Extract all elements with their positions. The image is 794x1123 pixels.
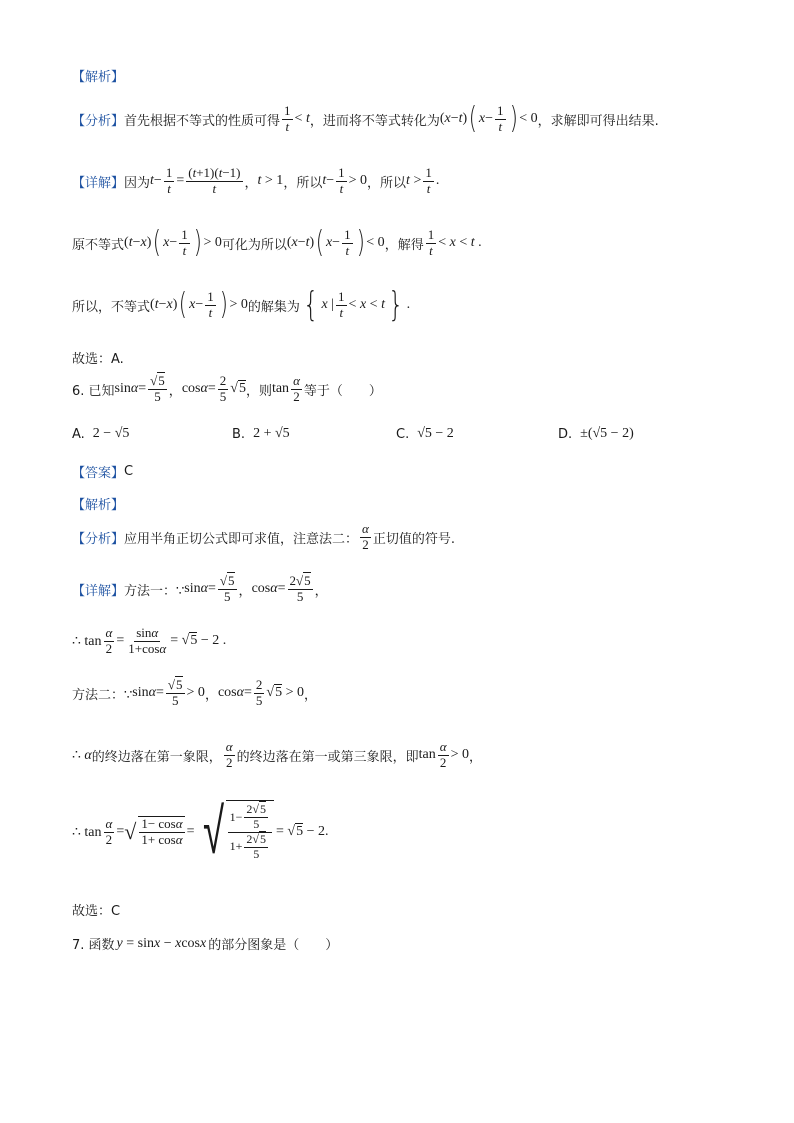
question-6-number: 6. 已知 [72, 383, 115, 399]
method-1-line: 【详解】 方法一：∵ sinα= $\frac{√5}{5}$ ， cosα= $\frac{2√5}{5}$ ， [72, 573, 328, 604]
question-7: 7. 函数 y = sinx − xcosx 的部分图象是（ ） [72, 935, 339, 953]
option-b[interactable]: B. 2 + √5 [232, 426, 290, 442]
answer-choice-line-2: 故选：C [72, 904, 121, 919]
answer-line [72, 462, 133, 481]
answer-choice-line-1: 故选：A. [72, 352, 124, 367]
jiexi-tag: 【解析】 [72, 70, 125, 85]
analysis-text-a: 首先根据不等式的性质可得 [124, 113, 281, 129]
solution-set-line: 所以，不等式 (t−x) ( x− $\frac{1}{t}$ ) > 0 的解集为 { x | $\frac{1}{t}$ < x < t } . [72, 285, 411, 325]
answer-value: C [124, 464, 134, 479]
analysis-tag: 【分析】 [72, 113, 125, 129]
question-7-number: 7. 函数 [72, 938, 115, 953]
analysis-text-c: ，求解即可得出结果. [537, 113, 659, 129]
math-lt-t: < t [294, 111, 310, 127]
original-inequality-line: 原不等式 (t−x) ( x− $\frac{1}{t}$ ) > 0 可化为所以 (x−t) ( x− $\frac{1}{t}$ ) < 0 ，解得 $\frac{1}{t}$ < x < t . [72, 225, 482, 261]
jiexi-heading-2: 【解析】 [72, 498, 125, 513]
jiexi-heading-1 [72, 66, 124, 85]
answer-tag: 【答案】 [72, 466, 125, 481]
question-6: 6. 已知 sinα= $\frac{√5}{5}$ ， cosα= $\frac{2}{5}$ √5 ，则 tan $\frac{\alpha}{2}$ 等于（ ） [72, 373, 382, 404]
math-x-minus-t: (x−t) [439, 111, 468, 127]
detail-line-1: 【详解】 因为 t − $\frac{1}{t}$ = $\frac{(t+1)(t-1)}{t}$ ， t > 1 ，所以 t− $\frac{1}{t}$ > 0 ，所以 t > $\frac{1}{t}$ . [72, 165, 440, 196]
option-a[interactable]: A. 2 − √5 [72, 426, 130, 442]
option-d[interactable]: D. ±(√5 − 2) [558, 426, 634, 442]
method-2-line: 方法二：∵ sinα= $\frac{√5}{5}$ > 0 ， cosα= $\frac{2}{5}$ √5 > 0 ， [72, 677, 317, 708]
option-c[interactable]: C. √5 − 2 [396, 426, 454, 442]
fraction-t-plus-1-t-minus-1: $\frac{(t+1)(t-1)}{t}$ [188, 165, 241, 196]
analysis-line-2: 【分析】 应用半角正切公式即可求值，注意法二： $\frac{\alpha}{2}$ 正切值的符号. [72, 521, 455, 552]
fraction-1-over-t: $\frac{1}{t}$ [284, 103, 291, 134]
method-2-result: ∴ tan $\frac{\alpha}{2}$ = √ $\frac{1- \cos\alpha}{1+ \cos\alpha}$ = √ 1− $\frac{2√5}{5}$ 1+ $\frac{2√5}{5}$ = √5 − 2. [72, 795, 329, 869]
quadrant-line: ∴ α 的终边落在第一象限， $\frac{\alpha}{2}$ 的终边落在第一或第三象限，即 tan $\frac{\alpha}{2}$ > 0 ， [72, 739, 482, 770]
analysis-text-b: ，进而将不等式转化为 [309, 113, 440, 129]
analysis-line-1: 【分析】 首先根据不等式的性质可得 $\frac{1}{t}$ < t ，进而将不等式转化为 (x−t) ( x− $\frac{1}{t}$ ) < 0 ，求解即可得出结果. [72, 101, 659, 137]
nested-radical: √ 1− $\frac{2√5}{5}$ 1+ $\frac{2√5}{5}$ [196, 800, 274, 864]
fraction-1-over-t: $\frac{1}{t}$ [497, 103, 504, 134]
method-1-result: ∴ tan $\frac{\alpha}{2}$ = $\frac{\sin\alpha}{1+\cos\alpha}$ = √5 − 2 . [72, 625, 227, 656]
detail-tag: 【详解】 [72, 175, 125, 191]
detail-text-a: 因为 [124, 175, 151, 191]
